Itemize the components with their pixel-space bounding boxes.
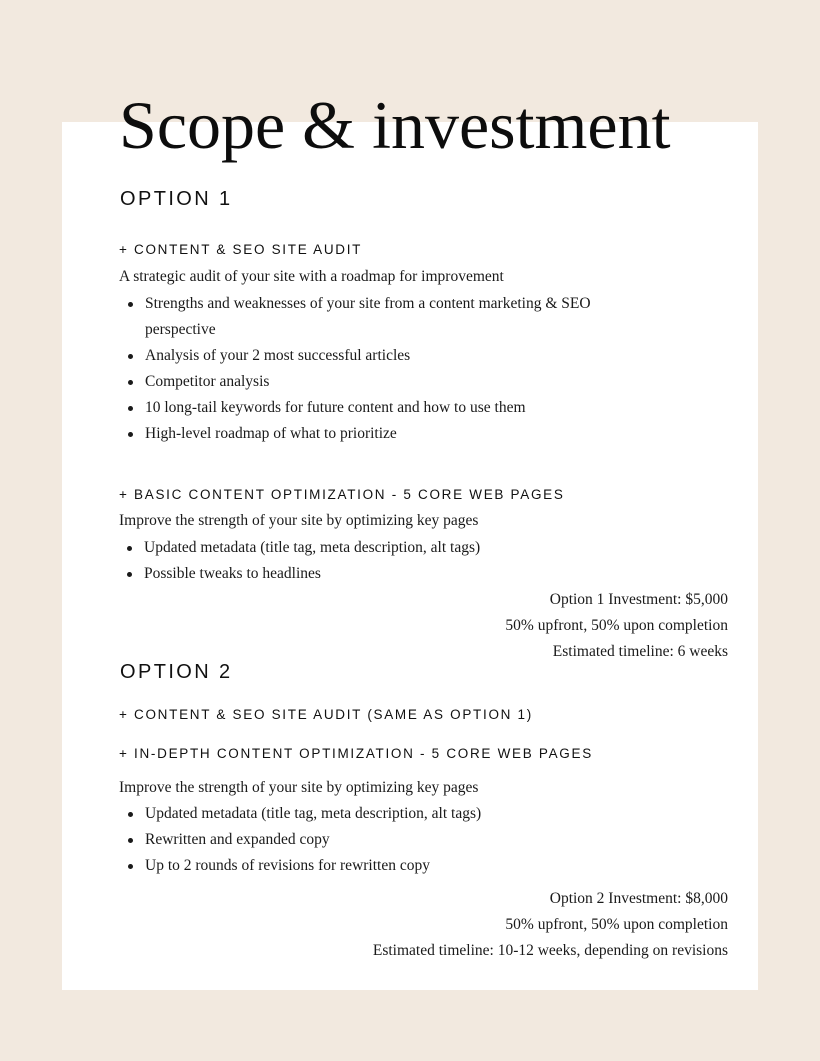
option-2-timeline: Estimated timeline: 10-12 weeks, depending on revisions — [372, 942, 728, 959]
list-item: Rewritten and expanded copy — [120, 827, 645, 853]
option-1-optimization-heading: + BASIC CONTENT OPTIMIZATION - 5 CORE WEB PAGES — [119, 487, 565, 502]
option-1-heading: OPTION 1 — [120, 188, 233, 210]
list-item: Analysis of your 2 most successful articles — [120, 343, 645, 369]
option-1-audit-description: A strategic audit of your site with a roadmap for improvement — [119, 268, 504, 285]
option-1-optimization-list — [119, 535, 644, 587]
option-1-audit-heading: + CONTENT & SEO SITE AUDIT — [119, 242, 363, 257]
option-2-heading: OPTION 2 — [120, 661, 233, 683]
option-2-audit-heading: + CONTENT & SEO SITE AUDIT (SAME AS OPTION 1) — [119, 707, 533, 722]
option-2-optimization-heading: + IN-DEPTH CONTENT OPTIMIZATION - 5 CORE WEB PAGES — [119, 746, 593, 761]
list-item: Strengths and weaknesses of your site from a content marketing & SEO perspective — [120, 291, 645, 343]
list-item: Up to 2 rounds of revisions for rewritten copy — [120, 853, 645, 879]
list-item: Possible tweaks to headlines — [119, 561, 644, 587]
option-2-investment: Option 2 Investment: $8,000 — [549, 890, 728, 907]
option-2-payment-terms: 50% upfront, 50% upon completion — [505, 916, 728, 933]
list-item: Updated metadata (title tag, meta description, alt tags) — [120, 801, 645, 827]
option-2-optimization-list — [120, 801, 645, 879]
option-1-optimization-description: Improve the strength of your site by optimizing key pages — [119, 512, 479, 529]
option-1-pricing — [505, 587, 728, 665]
list-item: Updated metadata (title tag, meta description, alt tags) — [119, 535, 644, 561]
option-2-pricing — [373, 886, 728, 964]
option-2-optimization-description: Improve the strength of your site by optimizing key pages — [119, 779, 479, 796]
option-1-timeline: Estimated timeline: 6 weeks — [552, 643, 728, 660]
list-item: 10 long-tail keywords for future content and how to use them — [120, 395, 645, 421]
list-item: High-level roadmap of what to prioritize — [120, 421, 645, 447]
option-1-audit-list — [120, 291, 645, 447]
option-1-payment-terms: 50% upfront, 50% upon completion — [505, 617, 728, 634]
list-item: Competitor analysis — [120, 369, 645, 395]
option-1-investment: Option 1 Investment: $5,000 — [549, 591, 728, 608]
page-title: Scope & investment — [119, 87, 671, 163]
